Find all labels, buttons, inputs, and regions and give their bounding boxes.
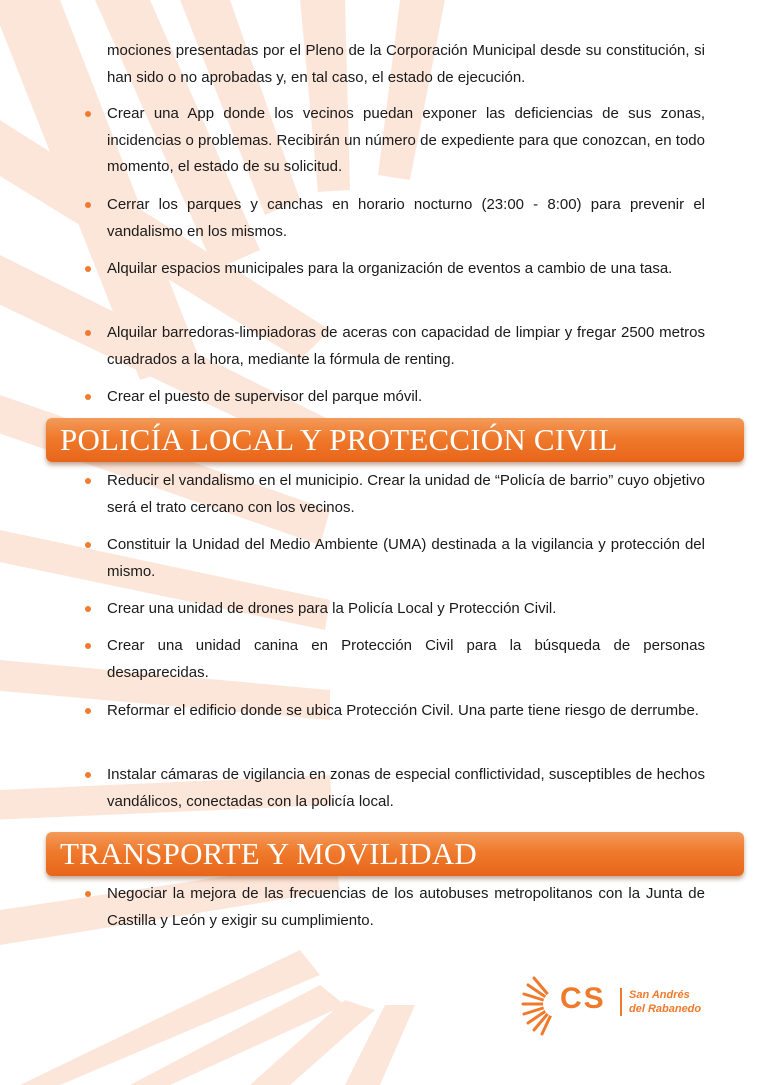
section-header-transporte [46,832,744,876]
intro-paragraph: mociones presentadas por el Pleno de la Corporación Municipal desde su constitución, si han sido o no aprobadas y, en tal caso, el estado de ejecución. [107,42,705,86]
logo-mark: CS [560,982,606,1015]
section-header-policia [46,418,744,462]
list-item: Negociar la mejora de las frecuencias de los autobuses metropolitanos con la Junta de Castilla y León y exigir su cumplimiento. [107,881,705,934]
section-title: POLICÍA LOCAL Y PROTECCIÓN CIVIL [60,422,618,457]
list-item: Crear el puesto de supervisor del parque móvil. [107,384,705,411]
list-item: Reducir el vandalismo en el municipio. Crear la unidad de “Policía de barrio” cuyo objetivo será el trato cercano con los vecinos. [107,468,705,521]
list-item: Reformar el edificio donde se ubica Protección Civil. Una parte tiene riesgo de derrumbe. [107,698,705,725]
sunburst-icon [520,972,560,1036]
list-item: Crear una App donde los vecinos puedan exponer las deficiencias de sus zonas, incidencias o problemas. Recibirán un número de expediente para que conozcan, en todo momento, el estado de su solicitud. [107,101,705,181]
list-item: Cerrar los parques y canchas en horario nocturno (23:00 - 8:00) para prevenir el vandalismo en los mismos. [107,192,705,245]
list-item: Instalar cámaras de vigilancia en zonas de especial conflictividad, susceptibles de hechos vandálicos, conectadas con la policía local. [107,762,705,815]
logo-place-line-1: San Andrés [629,989,690,1001]
party-logo [520,972,710,1036]
logo-divider [620,988,622,1016]
logo-place-name [629,988,701,1016]
section-title: TRANSPORTE Y MOVILIDAD [60,836,478,871]
list-item: Alquilar espacios municipales para la organización de eventos a cambio de una tasa. [107,256,705,283]
list-item: Alquilar barredoras-limpiadoras de aceras con capacidad de limpiar y fregar 2500 metros cuadrados a la hora, mediante la fórmula de renting. [107,320,705,373]
logo-place-line-2: del Rabanedo [629,1003,702,1015]
list-item: Crear una unidad de drones para la Policía Local y Protección Civil. [107,596,705,623]
list-item: Constituir la Unidad del Medio Ambiente (UMA) destinada a la vigilancia y protección del mismo. [107,532,705,585]
list-item: Crear una unidad canina en Protección Civil para la búsqueda de personas desaparecidas. [107,633,705,686]
